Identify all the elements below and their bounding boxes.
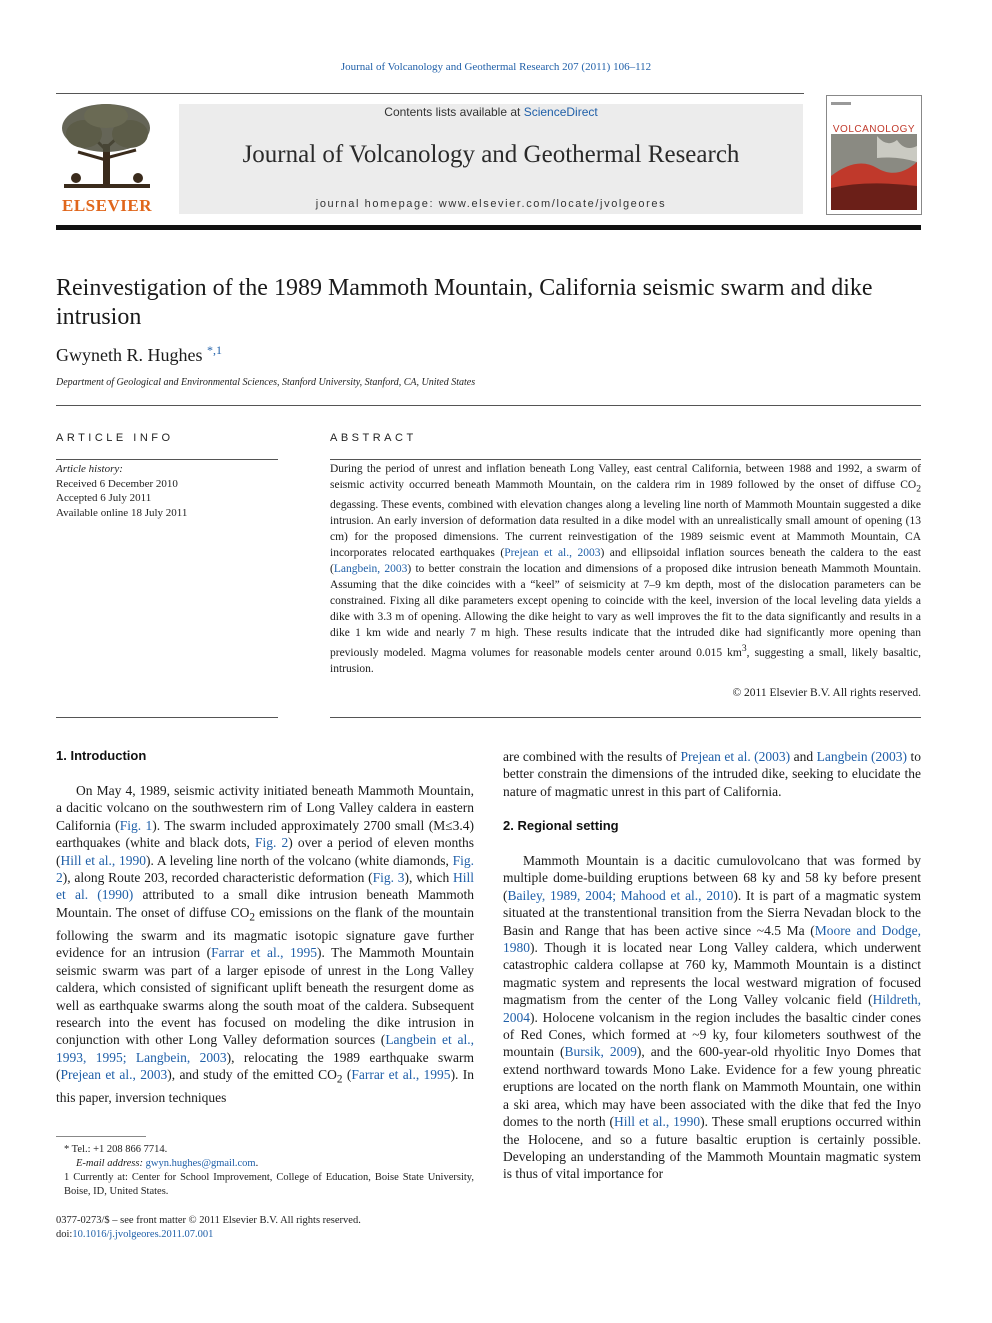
doi-link[interactable]: 10.1016/j.jvolgeores.2011.07.001 <box>72 1229 214 1240</box>
header-rule-thick <box>56 225 921 230</box>
ref-link[interactable]: Hill et al. (1990) <box>56 870 474 903</box>
abstract-text: , suggesting a small, likely basaltic, intrusion. <box>330 647 922 676</box>
body-text: ). The swarm included approximately 2700 small (M≤3.4) earthquakes (white and black dots, <box>56 817 475 851</box>
title-rule <box>56 405 921 406</box>
ref-link[interactable]: Fig. 3 <box>372 870 405 886</box>
body-text: ), relocating the 1989 earthquake swarm ( <box>56 1049 475 1083</box>
subscript: 2 <box>336 1073 343 1086</box>
article-title: Reinvestigation of the 1989 Mammoth Mountain, California seismic swarm and dike intrusion <box>56 275 873 330</box>
ref-link[interactable]: Langbein (2003) <box>816 749 908 764</box>
ref-link[interactable]: Farrar et al., 1995 <box>211 945 317 961</box>
author-line <box>56 343 222 366</box>
received-date: Received 6 December 2010 <box>56 477 178 490</box>
journal-name: Journal of Volcanology and Geothermal Research <box>242 141 740 168</box>
body-text: On May 4, 1989, seismic activity initiated beneath Mammoth Mountain, a dacitic volcano on the southwestern rim of Long Valley caldera in eastern California ( <box>56 783 474 833</box>
article-history <box>56 462 278 520</box>
ref-link[interactable]: Langbein et al., 1993, 1995; Langbein, 2003 <box>56 1032 474 1065</box>
ref-link[interactable]: Hill et al., 1990 <box>614 1114 701 1130</box>
email-link[interactable]: gwyn.hughes@gmail.com <box>145 1158 256 1169</box>
body-text: ( <box>342 1067 352 1083</box>
abstract-text: ) and ellipsoidal inflation sources beneath the caldera to the east ( <box>330 547 921 576</box>
footnotes <box>56 1143 474 1199</box>
footnote-rule <box>56 1136 146 1137</box>
body-text: and <box>790 749 817 764</box>
contents-line <box>179 105 803 119</box>
header-rule <box>56 93 804 94</box>
abstract-subscript: 2 <box>916 483 921 495</box>
elsevier-wordmark[interactable]: ELSEVIER <box>62 196 152 215</box>
journal-cover-thumbnail[interactable] <box>826 95 922 215</box>
abstract-body <box>330 461 921 677</box>
doi-line <box>56 1228 474 1242</box>
intro-continued <box>503 748 921 800</box>
body-text: ). The Mammoth Mountain seismic swarm was part of a larger episode of unrest in the Long Valley caldera, which consisted of significant uplift beneath the resurgent dome as well as earthquake swarms along the south moat of the caldera. Subsequent research into the event has focused on modeling the dike intrusion in conjunction with other Long Valley deformation sources ( <box>56 945 474 1048</box>
contents-prefix: Contents lists available at <box>384 105 524 119</box>
ref-link[interactable]: Bursik, 2009 <box>564 1044 637 1060</box>
regional-heading: 2. Regional setting <box>503 818 619 833</box>
issn-line: 0377-0273/$ – see front matter © 2011 Elsevier B.V. All rights reserved. <box>56 1215 361 1226</box>
ref-link[interactable]: Fig. 2 <box>56 852 474 886</box>
intro-heading: 1. Introduction <box>56 748 147 763</box>
abstract-superscript: 3 <box>741 643 747 655</box>
body-text: Mammoth Mountain is a dacitic cumulovolcano that was formed by multiple dome-building eruptions between 68 ky and 58 ky before present ( <box>503 853 921 903</box>
online-date: Available online 18 July 2011 <box>56 506 188 519</box>
email-label: E-mail address: <box>76 1158 146 1169</box>
body-text: ). These small eruptions occurred within the Holocene, and so a future basaltic eruption is certainly possible. Developing an understanding of the Mammoth Mountain magmatic system is thus of vital importance for <box>503 1114 921 1182</box>
abstract-copyright: © 2011 Elsevier B.V. All rights reserved. <box>732 687 921 699</box>
ref-link[interactable]: Hill et al., 1990 <box>60 852 146 868</box>
intro-paragraph <box>56 782 474 1107</box>
author-affiliation: Department of Geological and Environmental Sciences, Stanford University, Stanford, CA, United States <box>56 377 476 388</box>
abstract-text: degassing. These events, combined with elevation changes along a leveling line north of Mammoth Mountain suggested a dike intrusion. An early inversion of deformation data resulted in a dike model with an unrealistically small amount of opening (13 cm) for the proposed dimensions. The current reinvestigation of the 1989 seismic event at Mammoth Mountain, CA incorporates relocated earthquakes ( <box>330 499 921 560</box>
ref-link[interactable]: Hildreth, 2004 <box>503 992 921 1025</box>
abstract-heading: ABSTRACT <box>330 432 417 444</box>
body-text: ), which <box>404 870 453 886</box>
abstract-text: During the period of unrest and inflation beneath Long Valley, east central California, between 1988 and 1992, a swarm of seismic activity occurred beneath Mammoth Mountain, on the caldera rim in 1989 followed by the onset of diffuse CO <box>330 463 921 491</box>
email-end: . <box>255 1158 259 1169</box>
body-text: ). Though it is located near Long Valley caldera, which underwent catastrophic caldera collapse at 760 ky, Mammoth Mountain is a distinct magmatic system and represents the local westward migration of focused magmatism from the center of the Long Valley volcanic field ( <box>503 940 921 1008</box>
ref-link[interactable]: Prejean et al. (2003) <box>680 749 791 764</box>
cover-title: VOLCANOLOGY <box>832 124 916 135</box>
body-text: are combined with the results of <box>503 749 681 764</box>
abstract-text: ) to better constrain the location and dimensions of a proposed dike intrusion beneath Mammoth Mountain. Assuming that the dike coincides with a “keel” of seismicity at 7–9 km depth, most of the dislocation parameters can be constrained. Fixing all dike parameters except opening to coincide with the keel, inversion of the local leveling data yields a dike with 3.3 m of opening. Allowing the dike height to vary as well improves the fit to the data significantly and results in a dike 1 km wide and nearly 7 m high. These results indicate that the intruded dike had significantly more opening than previously modeled. Magma volumes for reasonable models center around 0.015 km <box>330 563 921 660</box>
body-text: ), and the 600-year-old rhyolitic Inyo Domes that extend northward towards Mono Lake. Evidence for a few young phreatic eruptions are located on the north flank on Mammoth Mountain, one within a ski area, which may have been associated with the dike that fed the Inyo domes to the north ( <box>503 1044 921 1130</box>
author-footnote-marks[interactable]: *,1 <box>207 343 222 357</box>
regional-paragraph <box>503 852 921 1183</box>
body-text: ). In this paper, inversion techniques <box>56 1067 475 1106</box>
body-text: to better constrain the dimensions of the intruded dike, seeking to elucidate the nature of magmatic unrest in this part of California. <box>503 749 921 799</box>
accepted-date: Accepted 6 July 2011 <box>56 492 152 504</box>
footnote-current: 1 Currently at: Center for School Improvement, College of Education, Boise State University, Boise, ID, United States. <box>64 1172 474 1197</box>
doi-label: doi: <box>56 1229 73 1240</box>
ref-link[interactable]: Langbein, 2003 <box>333 563 408 576</box>
ref-link[interactable]: Fig. 1 <box>119 817 153 833</box>
article-info-rule <box>56 459 278 460</box>
body-text: emissions on the flank of the mountain following the swarm and its magmatic isotopic signature gave further evidence for an intrusion ( <box>56 904 475 961</box>
body-text: ). It is part of a magmatic system situated at the transtentional transition from the Sierra Nevadan block to the Basin and Range that has been active since ~4.5 Ma ( <box>503 887 921 938</box>
ref-link[interactable]: Fig. 2 <box>255 835 289 851</box>
subscript: 2 <box>249 911 255 924</box>
article-info-heading: ARTICLE INFO <box>56 432 174 444</box>
front-matter <box>56 1214 474 1242</box>
ref-link[interactable]: Bailey, 1989, 2004; Mahood et al., 2010 <box>507 887 734 903</box>
body-text: ). A leveling line north of the volcano (white diamonds, <box>145 852 453 868</box>
body-text: ). Holocene volcanism in the region includes the basaltic cinder cones of Red Cones, which formed at ~9 ky, four kilometers southwest of the mountain ( <box>503 1009 921 1060</box>
body-text: attributed to a small dike intrusion beneath Mammoth Mountain. The onset of diffuse CO <box>56 887 474 920</box>
body-text: ), and study of the emitted CO <box>167 1067 337 1083</box>
author-name: Gwyneth R. Hughes <box>56 345 203 365</box>
history-label: Article history: <box>56 463 123 475</box>
abstract-rule <box>330 459 921 460</box>
ref-link[interactable]: Prejean et al., 2003 <box>504 547 601 560</box>
ref-link[interactable]: Prejean et al., 2003 <box>60 1067 168 1083</box>
journal-homepage[interactable]: journal homepage: www.elsevier.com/locate/jvolgeores <box>315 198 667 210</box>
ref-link[interactable]: Farrar et al., 1995 <box>351 1067 451 1083</box>
article-info-bottom-rule <box>56 717 278 718</box>
abstract-bottom-rule <box>330 717 921 718</box>
sciencedirect-link[interactable]: ScienceDirect <box>523 105 598 119</box>
ref-link[interactable]: Moore and Dodge, 1980 <box>503 922 921 956</box>
footnote-tel: * Tel.: +1 208 866 7714. <box>64 1144 168 1155</box>
body-text: ), along Route 203, recorded characteristic deformation ( <box>62 870 373 886</box>
journal-citation[interactable]: Journal of Volcanology and Geothermal Research 207 (2011) 106–112 <box>340 61 652 73</box>
footnote-email <box>56 1157 474 1171</box>
body-text: ) over a period of eleven months ( <box>56 835 475 868</box>
